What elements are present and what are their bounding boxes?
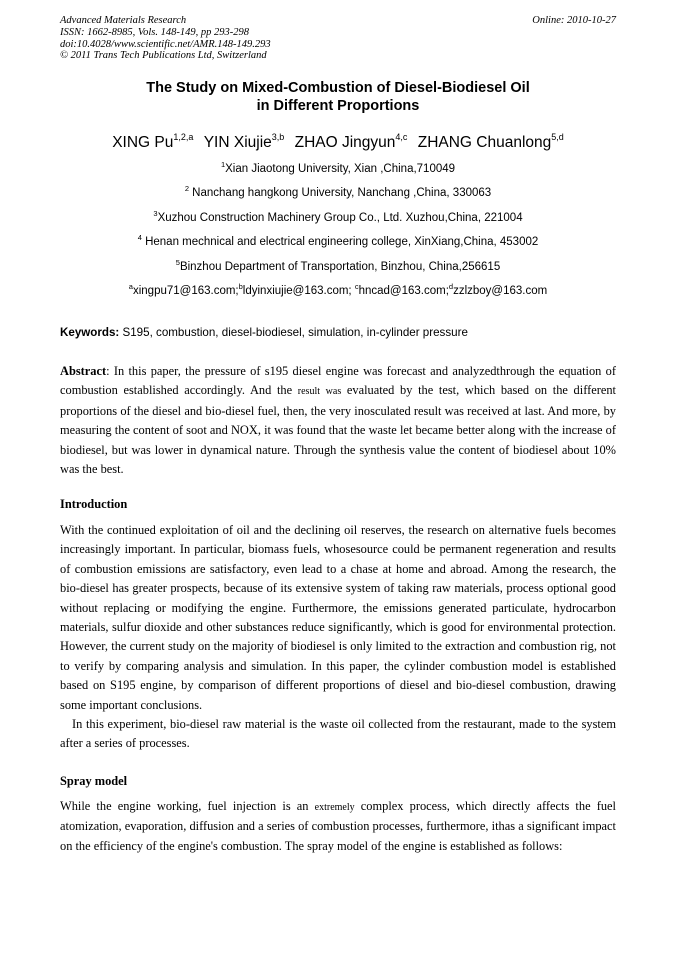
introduction-body [60, 521, 616, 754]
author: XING Pu$^{1,2,a}$ [112, 132, 194, 151]
email-link[interactable]: zzlzboy@163.com [453, 284, 548, 297]
section-heading-spray-model: Spray model [60, 774, 128, 788]
online-date: Online: 2010-10-27 [532, 15, 616, 26]
author-list [60, 134, 616, 152]
abstract-label: Abstract [60, 364, 107, 378]
affiliation: $^4$ Henan mechnical and electrical engineering college, XinXiang,China, 453002 [137, 233, 539, 249]
affiliation: $^5$Binzhou Department of Transportation, Binzhou, China,256615 [175, 257, 501, 273]
affiliation-list [60, 162, 616, 308]
doi-line: doi:10.4028/www.scientific.net/AMR.148-149.293 [60, 38, 271, 50]
keywords [60, 325, 616, 340]
email-link[interactable]: ldyinxiujie@163.com; [242, 284, 355, 297]
author: ZHANG Chuanlong$^{5,d}$ [417, 132, 564, 151]
copyright-line: © 2011 Trans Tech Publications Ltd, Switzerland [60, 50, 267, 62]
paper-title [60, 80, 616, 115]
email-list: $^a$xingpu71@163.com;$^b$ldyinxiujie@163.com; $^c$hncad@163.com;$^d$zzlzboy@163.com [128, 281, 548, 297]
section-heading-introduction: Introduction [60, 497, 128, 511]
journal-header [60, 15, 616, 62]
abstract: Abstract: In this paper, the pressure of s195 diesel engine was forecast and analyzedthrough the equation of combustion established accordingly. And the result was evaluated by the test, which based on the different proportions of the diesel and bio-diesel fuel, then, the very inosculated result was received at last. And more, by measuring the content of soot and NOX, it was found that the waste let became better along with the increase of biodiesel, but was lower in dynamical nature. Through the synthesis value the content of biodiesel about 10% was the best. [60, 364, 616, 477]
paragraph: With the continued exploitation of oil and the declining oil reserves, the research on alternative fuels becomes increasingly important. In particular, biomass fuels, whosesource could be permanent regeneration and results of combustion emissions are satisfactory, even lead to a chase at home and abroad. Among the research, the bio-diesel has greater prospects, because of its extensive system of taking raw materials, process optional good without replacing or modifying the engine. Furthermore, the emissions generated particulate, hydrocarbon materials, sulfur dioxide and other substances reduce significantly, which is good for environmental protection. However, the current study on the majority of biodiesel is only limited to the extraction and combustion rig, not to verify by comparing analysis and simulation. In this paper, the cylinder combustion model is established based on S195 engine, by comparison of different proportions of diesel and bio-diesel combustion, drawing some important conclusions. [60, 523, 616, 712]
spray-model-body: While the engine working, fuel injection is an extremely complex process, which directly affects the fuel atomization, evaporation, diffusion and a series of combustion processes, furthermore, ithas a significant impact on the efficiency of the engine's combustion. The spray model of the engine is established as follows: [60, 799, 616, 853]
affiliation: $^3$Xuzhou Construction Machinery Group Co., Ltd. Xuzhou,China, 221004 [153, 208, 523, 224]
keywords-label: Keywords: [60, 326, 120, 339]
email-link[interactable]: xingpu71@163.com; [132, 284, 239, 297]
journal-name: Advanced Materials Research [60, 15, 187, 26]
author: ZHAO Jingyun$^{4,c}$ [294, 132, 408, 151]
keywords-text: S195, combustion, diesel-biodiesel, simulation, in-cylinder pressure [119, 326, 468, 339]
affiliation: $^1$Xian Jiaotong University, Xian ,China,710049 [220, 160, 456, 175]
affiliation: $^2$ Nanchang hangkong University, Nanchang ,China, 330063 [184, 184, 492, 200]
paragraph: In this experiment, bio-diesel raw material is the waste oil collected from the restaurant, made to the system after a series of processes. [60, 717, 616, 751]
author: YIN Xiujie$^{3,b}$ [203, 132, 285, 151]
title-line-2: in Different Proportions [256, 97, 420, 114]
title-line-1: The Study on Mixed-Combustion of Diesel-Biodiesel Oil [146, 80, 530, 96]
email-link[interactable]: hncad@163.com; [358, 284, 449, 297]
issn-line: ISSN: 1662-8985, Vols. 148-149, pp 293-298 [60, 26, 249, 38]
